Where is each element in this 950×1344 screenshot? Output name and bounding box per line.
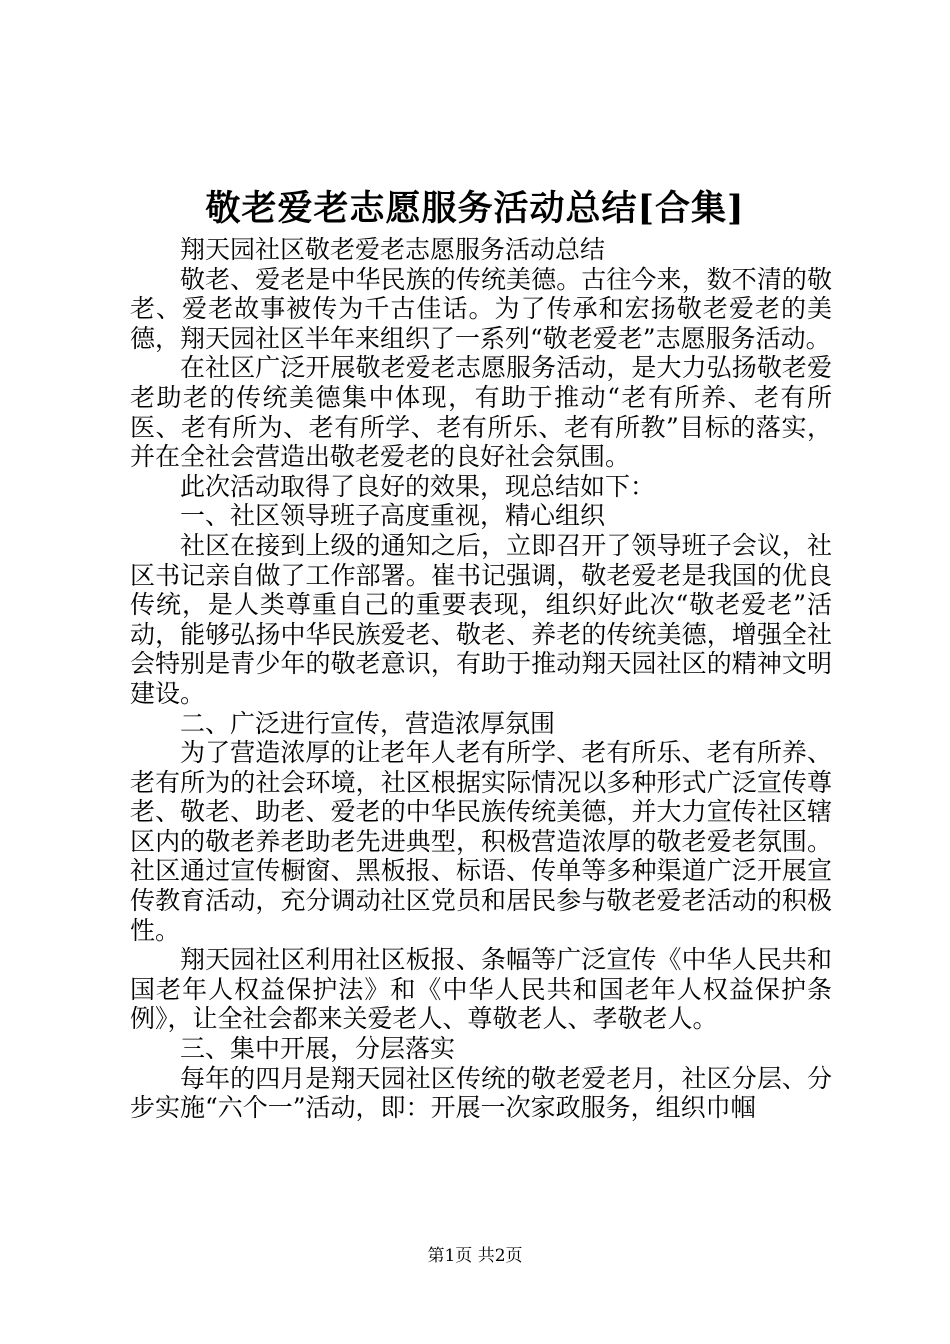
paragraph: 每年的四月是翔天园社区传统的敬老爱老月，社区分层、分步实施“六个一”活动，即：开展一次家政服务，组织巾帼 (130, 1063, 832, 1123)
page-number-footer: 第1页 共2页 (427, 1246, 523, 1266)
paragraph: 此次活动取得了良好的效果，现总结如下： (180, 471, 656, 501)
section-heading: 三、集中开展，分层落实 (180, 1034, 456, 1064)
paragraph: 翔天园社区利用社区板报、条幅等广泛宣传《中华人民共和国老年人权益保护法》和《中华人民共和国老年人权益保护条例》，让全社会都来关爱老人、尊敬老人、孝敬老人。 (130, 945, 832, 1034)
section-heading: 二、广泛进行宣传，营造浓厚氛围 (180, 708, 556, 738)
document-title: 敬老爱老志愿服务活动总结[合集] (205, 188, 745, 229)
paragraph: 在社区广泛开展敬老爱老志愿服务活动，是大力弘扬敬老爱老助老的传统美德集中体现，有助于推动“老有所养、老有所医、老有所为、老有所学、老有所乐、老有所教”目标的落实，并在全社会营造出敬老爱老的良好社会氛围。 (130, 353, 832, 472)
paragraph: 为了营造浓厚的让老年人老有所学、老有所乐、老有所养、老有所为的社会环境，社区根据实际情况以多种形式广泛宣传尊老、敬老、助老、爱老的中华民族传统美德，并大力宣传社区辖区内的敬老养老助老先进典型，积极营造浓厚的敬老爱老氛围。社区通过宣传橱窗、黑板报、标语、传单等多种渠道广泛开展宣传教育活动，充分调动社区党员和居民参与敬老爱老活动的积极性。 (130, 738, 832, 945)
paragraph: 敬老、爱老是中华民族的传统美德。古往今来，数不清的敬老、爱老故事被传为千古佳话。为了传承和宏扬敬老爱老的美德，翔天园社区半年来组织了一系列“敬老爱老”志愿服务活动。 (130, 264, 832, 353)
paragraph: 社区在接到上级的通知之后，立即召开了领导班子会议，社区书记亲自做了工作部署。崔书记强调，敬老爱老是我国的优良传统，是人类尊重自己的重要表现，组织好此次“敬老爱老”活动，能够弘扬中华民族爱老、敬老、养老的传统美德，增强全社会特别是青少年的敬老意识，有助于推动翔天园社区的精神文明建设。 (130, 530, 832, 708)
document-body (130, 235, 832, 1123)
paragraph-subtitle: 翔天园社区敬老爱老志愿服务活动总结 (180, 235, 606, 264)
section-heading: 一、社区领导班子高度重视，精心组织 (180, 501, 606, 531)
